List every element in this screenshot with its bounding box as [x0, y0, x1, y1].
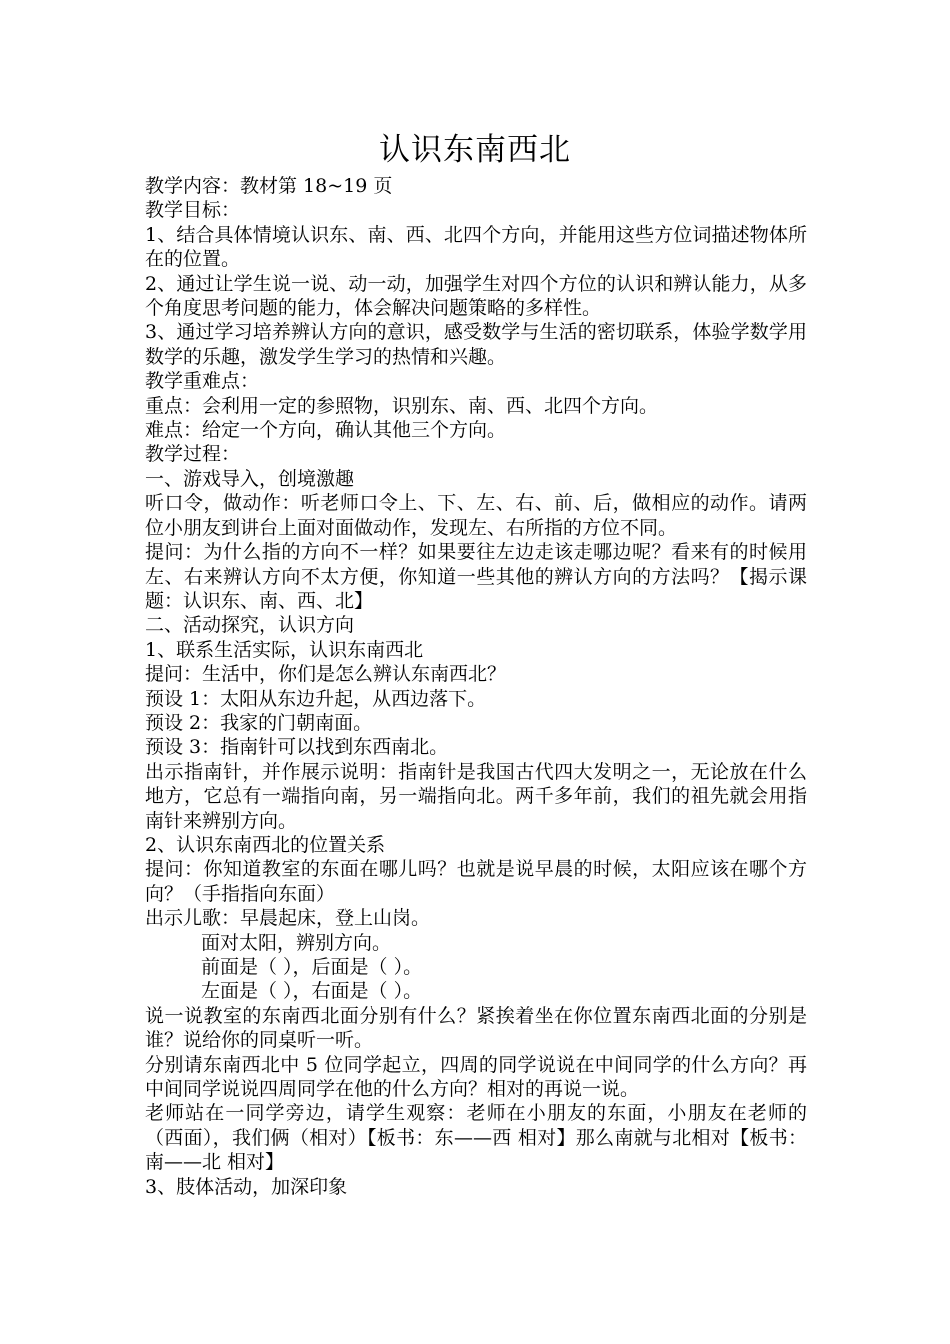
preset-answer-3: 预设 3：指南针可以找到东西南北。: [145, 736, 449, 759]
paragraph-question-intro: 提问：为什么指的方向不一样？如果要往左边走该走哪边呢？看来有的时候用左、右来辨认方向不太方便，你知道一些其他的辨认方向的方法吗？【揭示课题：认识东、南、西、北】: [145, 541, 807, 612]
paragraph-question-classroom: 提问：你知道教室的东面在哪儿吗？也就是说早晨的时候，太阳应该在哪个方向？（手指指向东面）: [145, 858, 807, 905]
preset-answer-2: 预设 2：我家的门朝南面。: [145, 711, 373, 734]
paragraph-question-life: 提问：生活中，你们是怎么辨认东南西北？: [145, 663, 507, 686]
difficult-point: 难点：给定一个方向，确认其他三个方向。: [145, 419, 507, 442]
preset-answer-1: 预设 1：太阳从东边升起，从西边落下。: [145, 687, 487, 710]
heading-key-points: 教学重难点：: [145, 370, 260, 393]
paragraph-teaching-content: 教学内容：教材第 18~19 页: [145, 175, 393, 197]
paragraph-game-instructions: 听口令，做动作：听老师口令上、下、左、右、前、后，做相应的动作。请两位小朋友到讲台上面对面做动作，发现左、右所指的方位不同。: [145, 492, 807, 539]
rhyme-line-3: 前面是（ ），后面是（ ）。: [201, 956, 423, 978]
paragraph-compass: 出示指南针，并作展示说明：指南针是我国古代四大发明之一，无论放在什么地方，它总有一端指向南，另一端指向北。两千多年前，我们的祖先就会用指南针来辨别方向。: [145, 760, 807, 832]
heading-teaching-process: 教学过程：: [145, 443, 241, 466]
subsection-heading-3: 3、肢体活动，加深印象: [145, 1175, 348, 1198]
subsection-heading-1: 1、联系生活实际，认识东南西北: [145, 638, 424, 661]
subsection-heading-2: 2、认识东南西北的位置关系: [145, 833, 386, 856]
paragraph-classroom-directions: 说一说教室的东南西北面分别有什么？紧挨着坐在你位置东南西北面的分别是谁？说给你的同桌听一听。: [145, 1004, 807, 1052]
goal-item-3: 3、通过学习培养辨认方向的意识，感受数学与生活的密切联系，体验学数学用数学的乐趣，激发学生学习的热情和兴趣。: [145, 321, 807, 368]
document-title: 认识东南西北: [379, 132, 571, 168]
rhyme-line-1: 出示儿歌：早晨起床，登上山岗。: [145, 907, 431, 930]
document-body: [145, 174, 807, 1199]
goal-item-1: 1、结合具体情境认识东、南、西、北四个方向，并能用这些方位词描述物体所在的位置。: [145, 223, 807, 271]
rhyme-line-2: 面对太阳，辨别方向。: [201, 931, 392, 954]
goal-item-2: 2、通过让学生说一说、动一动，加强学生对四个方位的认识和辨认能力，从多个角度思考问题的能力，体会解决问题策略的多样性。: [145, 272, 807, 320]
paragraph-teacher-observation: 老师站在一同学旁边，请学生观察：老师在小朋友的东面，小朋友在老师的（西面），我们俩（相对）【板书：东——西 相对】那么南就与北相对【板书：南——北 相对】: [145, 1102, 807, 1174]
section-heading-1: 一、游戏导入，创境激趣: [145, 467, 355, 490]
heading-teaching-goals: 教学目标：: [145, 199, 241, 222]
key-point: 重点：会利用一定的参照物，识别东、南、西、北四个方向。: [145, 394, 659, 417]
rhyme-line-4: 左面是（ ），右面是（ ）。: [201, 980, 423, 1003]
paragraph-five-students: 分别请东南西北中 5 位同学起立，四周的同学说说在中间同学的什么方向？再中间同学说说四周同学在他的什么方向？相对的再说一说。: [145, 1053, 807, 1101]
section-heading-2: 二、活动探究，认识方向: [145, 614, 355, 637]
